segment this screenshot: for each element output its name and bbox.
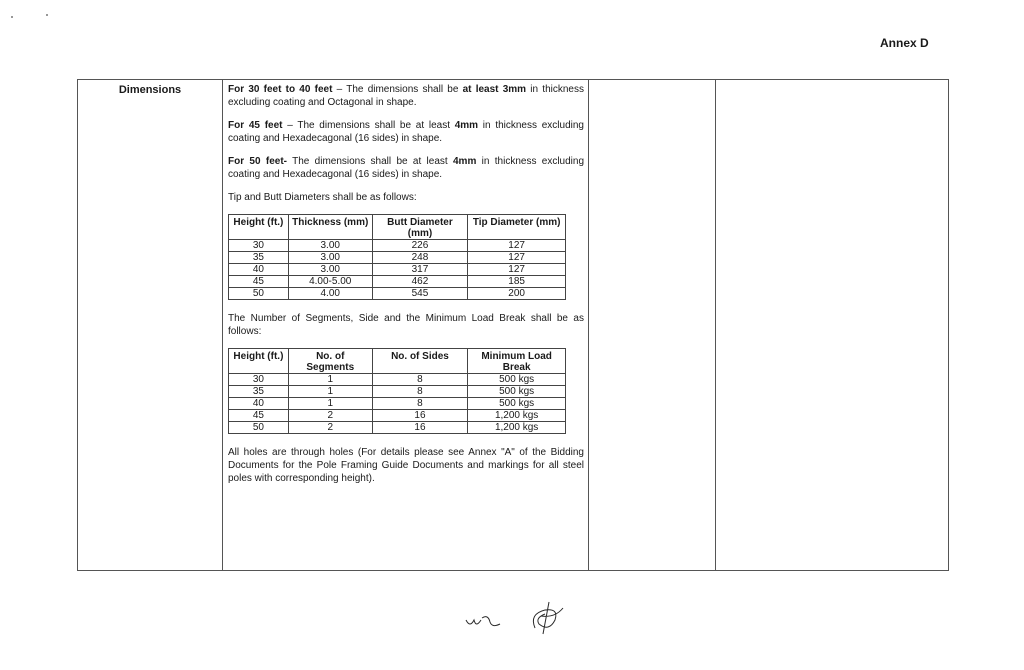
table-cell: 30 — [229, 240, 289, 252]
column-divider — [222, 80, 223, 570]
table-row — [229, 398, 566, 410]
table-cell: 2 — [288, 422, 372, 434]
spec-paragraph-45: For 45 feet – The dimensions shall be at least 4mm in thickness excluding coating and Hexadecagonal (16 sides) in shape. — [228, 120, 584, 144]
segments-intro: The Number of Segments, Side and the Minimum Load Break shall be as follows: — [228, 313, 584, 337]
segments-header: No. of Segments — [288, 349, 372, 374]
diameter-header: Tip Diameter (mm) — [468, 215, 566, 240]
table-row — [229, 264, 566, 276]
table-cell: 127 — [468, 252, 566, 264]
table-cell: 8 — [372, 386, 468, 398]
table-cell: 3.00 — [288, 252, 372, 264]
tip-butt-intro: Tip and Butt Diameters shall be as follows: — [228, 192, 417, 203]
table-cell: 16 — [372, 410, 468, 422]
table-cell: 200 — [468, 288, 566, 300]
table-cell: 35 — [229, 386, 289, 398]
column-divider — [588, 80, 589, 570]
table-row — [229, 252, 566, 264]
spec-table — [77, 79, 949, 571]
table-row — [229, 386, 566, 398]
table-cell: 3.00 — [288, 240, 372, 252]
segments-header: Height (ft.) — [229, 349, 289, 374]
table-cell: 500 kgs — [468, 374, 566, 386]
scan-speck — [46, 14, 48, 16]
table-cell: 500 kgs — [468, 386, 566, 398]
table-cell: 185 — [468, 276, 566, 288]
table-row — [229, 240, 566, 252]
table-cell: 8 — [372, 398, 468, 410]
table-cell: 462 — [372, 276, 468, 288]
table-cell: 45 — [229, 410, 289, 422]
table-cell: 16 — [372, 422, 468, 434]
diameter-table — [228, 214, 566, 300]
table-cell: 317 — [372, 264, 468, 276]
column-divider — [715, 80, 716, 570]
spec-paragraph-30-40: For 30 feet to 40 feet – The dimensions shall be at least 3mm in thickness excluding coating and Octagonal in shape. — [228, 84, 584, 108]
table-cell: 1 — [288, 398, 372, 410]
segments-header: No. of Sides — [372, 349, 468, 374]
row-label: Dimensions — [118, 84, 182, 96]
table-cell: 500 kgs — [468, 398, 566, 410]
table-cell: 30 — [229, 374, 289, 386]
table-cell: 35 — [229, 252, 289, 264]
annex-label: Annex D — [880, 36, 929, 50]
table-cell: 40 — [229, 398, 289, 410]
table-cell: 8 — [372, 374, 468, 386]
table-row — [229, 374, 566, 386]
signature-initials — [464, 604, 512, 632]
table-cell: 1 — [288, 374, 372, 386]
table-row — [229, 422, 566, 434]
table-row — [229, 288, 566, 300]
spec-paragraph-50: For 50 feet- The dimensions shall be at least 4mm in thickness excluding coating and Hexadecagonal (16 sides) in shape. — [228, 156, 585, 180]
diameter-header: Thickness (mm) — [288, 215, 372, 240]
table-cell: 1,200 kgs — [468, 422, 566, 434]
table-cell: 248 — [372, 252, 468, 264]
table-cell: 4.00-5.00 — [288, 276, 372, 288]
scan-speck — [11, 16, 13, 18]
segments-header: Minimum Load Break — [468, 349, 566, 374]
table-cell: 545 — [372, 288, 468, 300]
table-cell: 2 — [288, 410, 372, 422]
table-cell: 1 — [288, 386, 372, 398]
holes-note: All holes are through holes (For details please see Annex "A" of the Bidding Documents for the Pole Framing Guide Documents and markings for all steel poles with corresponding height). — [228, 447, 584, 484]
signature-initials — [527, 598, 567, 638]
table-cell: 45 — [229, 276, 289, 288]
table-cell: 1,200 kgs — [468, 410, 566, 422]
table-cell: 226 — [372, 240, 468, 252]
table-cell: 4.00 — [288, 288, 372, 300]
table-cell: 3.00 — [288, 264, 372, 276]
table-cell: 127 — [468, 240, 566, 252]
table-cell: 50 — [229, 288, 289, 300]
table-cell: 127 — [468, 264, 566, 276]
table-cell: 50 — [229, 422, 289, 434]
segments-table — [228, 348, 566, 434]
table-cell: 40 — [229, 264, 289, 276]
spec-content — [228, 83, 584, 495]
table-row — [229, 410, 566, 422]
diameter-header: Butt Diameter (mm) — [372, 215, 468, 240]
diameter-header: Height (ft.) — [229, 215, 289, 240]
table-row — [229, 276, 566, 288]
